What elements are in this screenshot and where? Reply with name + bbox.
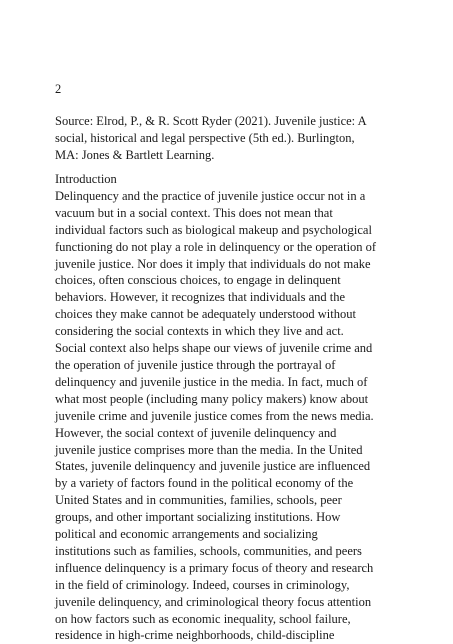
body-line: by a variety of factors found in the political economy of the xyxy=(55,476,354,491)
body-line: groups, and other important socializing institutions. How xyxy=(55,510,341,525)
body-line: vacuum but in a social context. This does not mean that xyxy=(55,205,333,220)
body-line: juvenile crime and juvenile justice comes from the news media. xyxy=(55,408,374,423)
body-line: juvenile justice. Nor does it imply that individuals do not make xyxy=(55,256,371,271)
body-line: the operation of juvenile justice through the portrayal of xyxy=(55,357,336,372)
introduction-section xyxy=(55,171,447,644)
body-line: political and economic arrangements and socializing xyxy=(55,527,318,542)
body-line: Delinquency and the practice of juvenile justice occur not in a xyxy=(55,188,366,203)
page-number: 2 xyxy=(55,82,62,96)
body-line: residence in high-crime neighborhoods, child-discipline xyxy=(55,628,335,643)
body-line: functioning do not play a role in delinquency or the operation of xyxy=(55,239,377,254)
body-text xyxy=(55,188,447,644)
body-line: juvenile justice comprises more than the media. In the United xyxy=(55,442,363,457)
source-citation xyxy=(55,113,445,164)
body-line: in the field of criminology. Indeed, courses in criminology, xyxy=(55,577,350,592)
body-line: States, juvenile delinquency and juvenile justice are influenced xyxy=(55,459,371,474)
body-line: considering the social contexts in which they live and act. xyxy=(55,324,344,339)
body-line: United States and in communities, families, schools, peer xyxy=(55,493,342,508)
body-line: choices, often conscious choices, to engage in delinquent xyxy=(55,273,341,288)
body-line: on how factors such as economic inequality, school failure, xyxy=(55,611,351,626)
body-line: influence delinquency is a primary focus of theory and research xyxy=(55,560,374,575)
source-line: social, historical and legal perspective (5th ed.). Burlington, xyxy=(55,130,355,145)
section-heading: Introduction xyxy=(55,172,117,186)
body-line: juvenile delinquency, and criminological theory focus attention xyxy=(55,594,372,609)
body-line: individual factors such as biological makeup and psychological xyxy=(55,222,372,237)
body-line: Social context also helps shape our views of juvenile crime and xyxy=(55,341,373,356)
body-line: delinquency and juvenile justice in the media. In fact, much of xyxy=(55,374,368,389)
body-line: choices they make cannot be adequately understood without xyxy=(55,307,356,322)
source-line: Source: Elrod, P., & R. Scott Ryder (2021). Juvenile justice: A xyxy=(55,114,367,128)
body-line: institutions such as families, schools, communities, and peers xyxy=(55,543,362,558)
body-line: However, the social context of juvenile delinquency and xyxy=(55,425,337,440)
source-line: MA: Jones & Bartlett Learning. xyxy=(55,147,215,162)
body-line: behaviors. However, it recognizes that individuals and the xyxy=(55,290,346,305)
body-line: what most people (including many policy makers) know about xyxy=(55,391,369,406)
